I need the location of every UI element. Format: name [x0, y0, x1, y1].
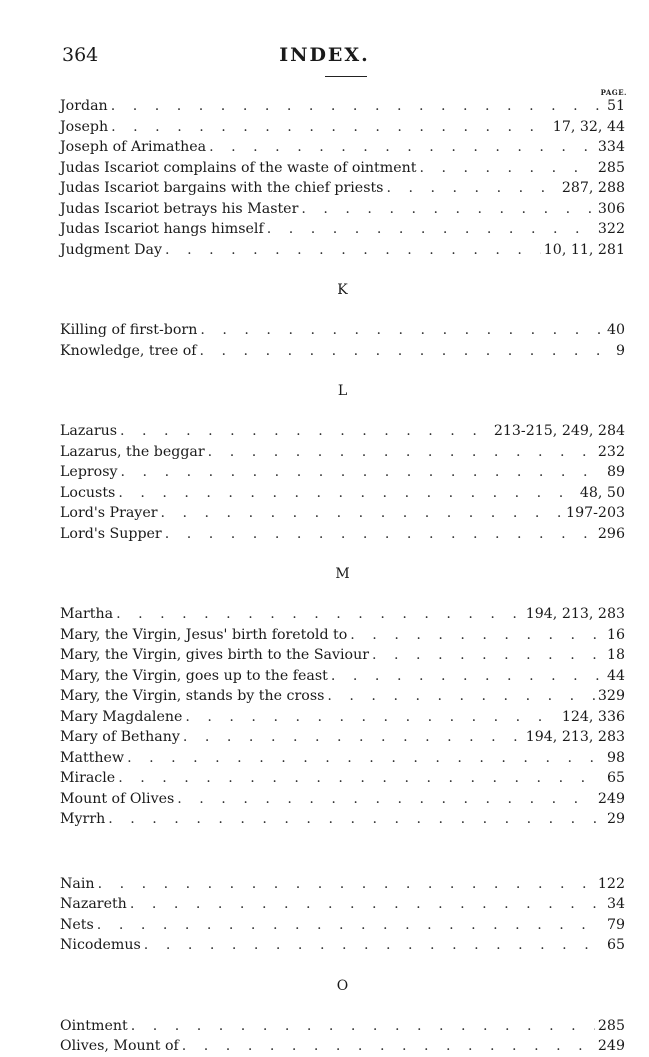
entry-pages: 98: [606, 749, 625, 766]
entry-pages: 194, 213, 283: [525, 729, 625, 745]
dot-leader: [165, 240, 541, 261]
index-entry: [60, 199, 625, 220]
entry-pages: 322: [597, 221, 625, 237]
dot-leader: [386, 178, 558, 199]
dot-leader: [98, 874, 595, 895]
index-entry: [60, 178, 625, 199]
dot-leader: [208, 442, 595, 463]
entry-term: Mary of Bethany: [60, 729, 180, 745]
index-entry: [60, 935, 625, 956]
section-letter: O: [336, 977, 349, 994]
page-number: 364: [62, 44, 99, 66]
index-entry: [60, 604, 625, 625]
index-entry: [60, 96, 625, 117]
index-entry: [60, 894, 625, 915]
dot-leader: [185, 707, 558, 728]
entry-term: Judas Iscariot betrays his Master: [60, 200, 299, 217]
entry-term: Miracle: [60, 770, 116, 786]
index-entry: [60, 483, 625, 504]
index-section: [60, 956, 625, 1057]
index-entry: [60, 707, 625, 728]
index-entry: [60, 768, 625, 789]
entry-pages: 232: [597, 443, 625, 460]
dot-leader: [331, 666, 604, 687]
section-letter: M: [335, 566, 350, 582]
entry-term: Judas Iscariot complains of the waste of ointment: [60, 159, 417, 176]
index-entry: [60, 117, 625, 138]
dot-leader: [177, 789, 595, 810]
index-section: [60, 830, 625, 956]
index-entry: [60, 625, 625, 646]
entry-term: Mary, the Virgin, gives birth to the Saviour: [60, 647, 370, 663]
entry-pages: 306: [597, 200, 625, 217]
dot-leader: [419, 158, 594, 179]
dot-leader: [372, 645, 604, 666]
page-column-label: PAGE.: [600, 88, 627, 97]
title-rule: [325, 76, 367, 77]
entry-term: Matthew: [60, 749, 125, 766]
entry-pages: 285: [597, 1017, 625, 1034]
entry-term: Judas Iscariot bargains with the chief priests: [60, 180, 384, 196]
entry-term: Nain: [60, 875, 95, 892]
dot-leader: [120, 421, 491, 442]
index-entry: [60, 462, 625, 483]
entry-term: Ointment: [60, 1017, 128, 1034]
dot-leader: [127, 748, 604, 769]
index-entry: [60, 240, 625, 261]
index-entry: [60, 915, 625, 936]
entry-pages: 197-203: [566, 505, 625, 521]
entry-term: Locusts: [60, 484, 116, 501]
dot-leader: [116, 604, 523, 625]
index-entry: [60, 158, 625, 179]
dot-leader: [144, 935, 604, 956]
entry-pages: 249: [597, 790, 625, 807]
entry-pages: 329: [597, 688, 625, 704]
dot-leader: [97, 915, 604, 936]
index-entry: [60, 748, 625, 769]
entry-term: Lazarus, the beggar: [60, 443, 205, 460]
entry-pages: 48, 50: [579, 484, 625, 501]
index-entry: [60, 137, 625, 158]
index-entry: [60, 645, 625, 666]
entry-term: Joseph of Arimathea: [60, 139, 207, 155]
entry-pages: 18: [606, 647, 625, 663]
index-section: [60, 361, 625, 544]
entry-pages: 51: [606, 98, 625, 114]
section-letter: [60, 830, 625, 874]
entry-pages: 29: [606, 811, 625, 827]
dot-leader: [130, 894, 604, 915]
index-entry: [60, 341, 625, 362]
entry-pages: 79: [606, 916, 625, 933]
entry-pages: 10, 11, 281: [543, 241, 625, 258]
index-entry: [60, 503, 625, 524]
entry-pages: 287, 288: [561, 180, 625, 196]
entry-pages: 124, 336: [561, 708, 625, 725]
entry-term: Olives, Mount of: [60, 1038, 179, 1054]
index-entry: [60, 219, 625, 240]
entry-pages: 16: [606, 626, 625, 643]
section-letter: L: [337, 383, 348, 399]
dot-leader: [111, 117, 550, 138]
dot-leader: [118, 768, 604, 789]
index-entry: [60, 874, 625, 895]
entry-pages: 249: [597, 1038, 625, 1054]
entry-pages: 34: [606, 896, 625, 912]
dot-leader: [183, 727, 523, 748]
entry-pages: 122: [597, 875, 625, 892]
dot-leader: [118, 483, 577, 504]
index-entry: [60, 686, 625, 707]
entry-term: Knowledge, tree of: [60, 342, 197, 359]
entry-term: Nets: [60, 916, 94, 933]
entry-pages: 44: [606, 667, 625, 684]
index-entry: [60, 524, 625, 545]
entry-term: Mary, the Virgin, stands by the cross: [60, 688, 325, 704]
entry-pages: 89: [606, 464, 625, 480]
index-entry: [60, 320, 625, 341]
dot-leader: [209, 137, 595, 158]
index-list: [60, 96, 625, 1057]
entry-term: Martha: [60, 606, 114, 622]
index-entry: [60, 421, 625, 442]
entry-term: Mary Magdalene: [60, 708, 183, 725]
dot-leader: [182, 1036, 595, 1057]
entry-pages: 213-215, 249, 284: [493, 423, 625, 439]
section-letter: K: [337, 282, 348, 298]
dot-leader: [200, 320, 604, 341]
entry-term: Leprosy: [60, 464, 118, 480]
entry-term: Lord's Prayer: [60, 505, 158, 521]
index-entry: [60, 809, 625, 830]
entry-term: Myrrh: [60, 811, 106, 827]
entry-pages: 17, 32, 44: [552, 118, 625, 135]
entry-term: Lord's Supper: [60, 525, 162, 542]
dot-leader: [350, 625, 604, 646]
entry-term: Nazareth: [60, 896, 127, 912]
index-entry: [60, 442, 625, 463]
entry-pages: 65: [606, 770, 625, 786]
index-entry: [60, 1036, 625, 1057]
dot-leader: [267, 219, 595, 240]
index-section: [60, 96, 625, 260]
dot-leader: [200, 341, 613, 362]
entry-term: Judas Iscariot hangs himself: [60, 221, 264, 237]
dot-leader: [111, 96, 604, 117]
index-section: [60, 544, 625, 830]
page-title: INDEX.: [279, 44, 370, 66]
index-entry: [60, 789, 625, 810]
entry-pages: 9: [615, 342, 625, 359]
dot-leader: [301, 199, 595, 220]
entry-pages: 296: [597, 525, 625, 542]
index-entry: [60, 727, 625, 748]
entry-term: Killing of first-born: [60, 322, 198, 338]
dot-leader: [121, 462, 604, 483]
entry-term: Nicodemus: [60, 937, 141, 953]
entry-pages: 65: [606, 937, 625, 953]
index-section: [60, 260, 625, 361]
dot-leader: [161, 503, 564, 524]
entry-term: Mount of Olives: [60, 790, 175, 807]
entry-term: Lazarus: [60, 423, 118, 439]
entry-pages: 334: [597, 139, 625, 155]
index-entry: [60, 1016, 625, 1037]
dot-leader: [131, 1016, 595, 1037]
entry-term: Judgment Day: [60, 241, 163, 258]
entry-pages: 194, 213, 283: [525, 606, 625, 622]
dot-leader: [108, 809, 604, 830]
index-entry: [60, 666, 625, 687]
entry-term: Mary, the Virgin, Jesus' birth foretold to: [60, 626, 348, 643]
entry-pages: 40: [606, 322, 625, 338]
entry-term: Jordan: [60, 98, 108, 114]
entry-pages: 285: [597, 159, 625, 176]
dot-leader: [165, 524, 595, 545]
entry-term: Mary, the Virgin, goes up to the feast: [60, 667, 328, 684]
dot-leader: [327, 686, 595, 707]
entry-term: Joseph: [60, 118, 109, 135]
